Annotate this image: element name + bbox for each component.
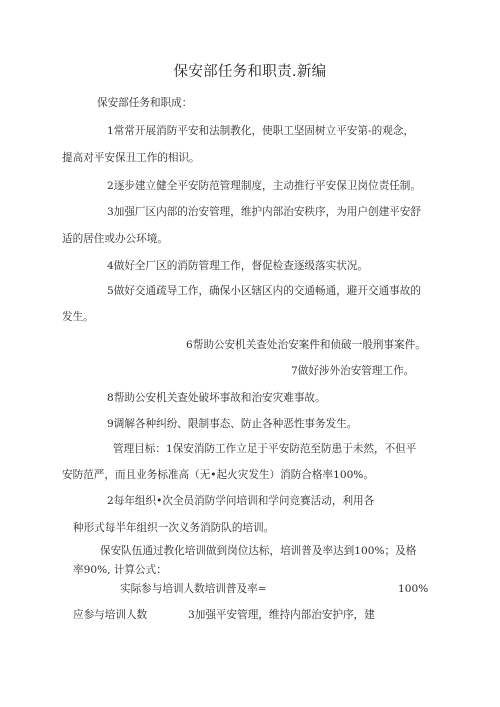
paragraph-line: 1常常开展消防平安和法制教化，使职工坚固树立平安第-的观念， <box>107 125 414 137</box>
paragraph-line: 安防范严，而且业务标准高（无•起火灾发生）消防合格率100%。 <box>62 469 374 481</box>
paragraph-line: 适的居住或办公环境。 <box>62 233 168 245</box>
paragraph-line: 8帮助公安机关查处破坏事故和治安灾难事故。 <box>107 392 326 404</box>
formula-percent: 100% <box>398 583 429 595</box>
paragraph-line: 4做好全厂区的消防管理工作，督促检查逐级落实状况。 <box>107 260 368 272</box>
paragraph-line: 9调解各种纠纷、限制事态、防止各种恶性事务发生。 <box>107 418 358 430</box>
section-heading: 保安部任务和职成： <box>97 97 193 109</box>
paragraph-line: 5做好交通疏导工作，确保小区辖区内的交通畅通，避开交通事故的 <box>107 285 421 297</box>
paragraph-line: 保安队伍通过教化培训做到岗位达标，培训普及率达到100%；及格 <box>100 545 417 557</box>
paragraph-line: 6帮助公安机关查处治安案件和侦破一般刑事案件。 <box>186 339 426 351</box>
paragraph-line: 率90%, 计算公式： <box>73 564 167 576</box>
paragraph-line: 管理目标：1保安消防工作立足于平安防范至防患于未然，不但平 <box>113 443 417 455</box>
document-title: 保安部任务和职责.新编 <box>173 64 327 80</box>
paragraph-line: 发生。 <box>62 311 94 323</box>
paragraph-line: 种形式每半年组织一次义务消防队的培训。 <box>73 522 275 534</box>
paragraph-line: 提高对平安保丑工作的相识。 <box>62 152 200 164</box>
formula-numerator: 实际参与培训人数培训普及率= <box>120 583 267 595</box>
formula-denominator: 应参与培训人数 <box>73 609 148 621</box>
paragraph-line: 2逐步建立健全平安防范管理制度，主动推行平安保卫岗位责任制。 <box>107 180 421 192</box>
paragraph-line: 2每年组织•次全员消防学问培训和学问竞赛活动，利用各 <box>107 495 375 507</box>
paragraph-line: 3加强厂区内部的治安管理，维护内部治安秩序，为用户创建平安舒 <box>107 206 421 218</box>
paragraph-line: 3加强平安管理，维持内部治安护序，建 <box>188 609 375 621</box>
paragraph-line: 7做好涉外治安管理工作。 <box>291 365 415 377</box>
